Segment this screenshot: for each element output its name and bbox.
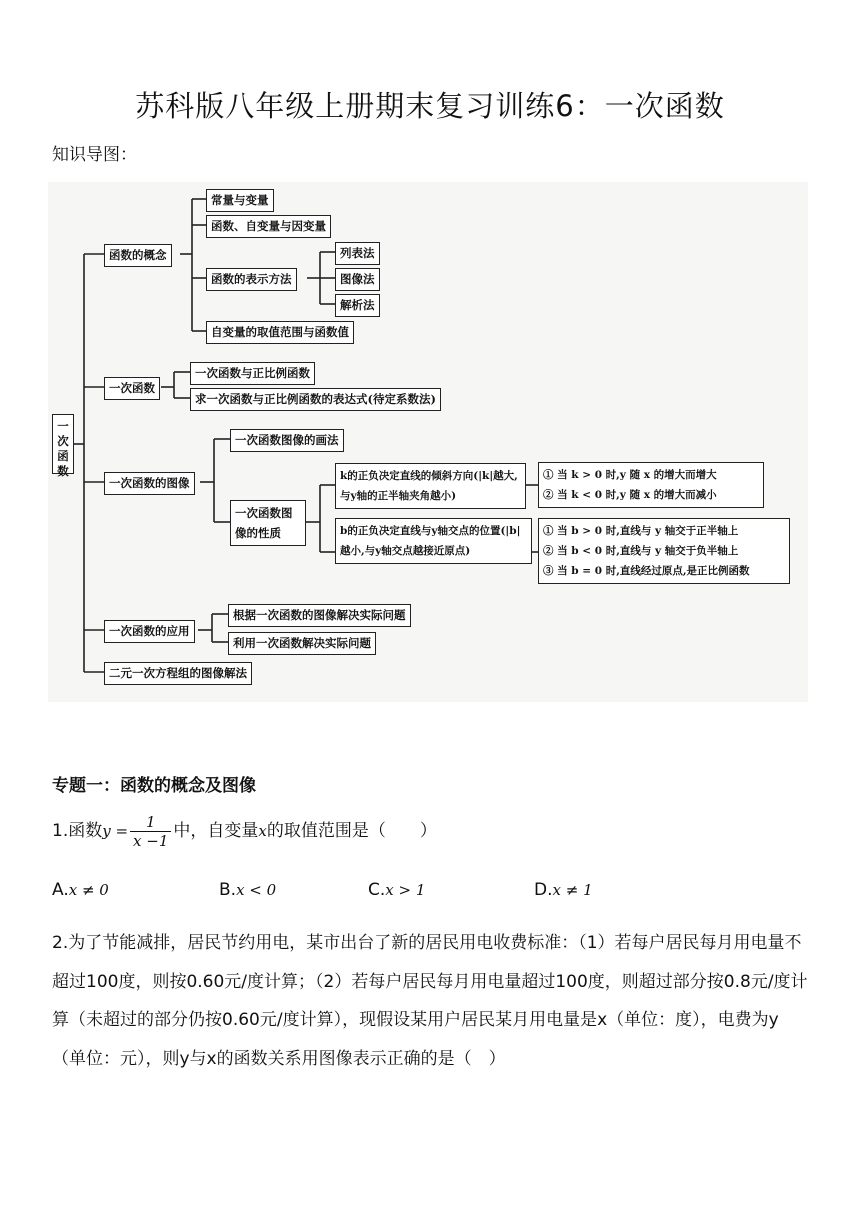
node-domain-values: 自变量的取值范围与函数值: [206, 321, 354, 344]
question-2: 2.为了节能减排，居民节约用电，某市出台了新的居民用电收费标准：（1）若每户居民每月用电量不超过100度，则按0.60元/度计算；（2）若每户居民每月用电量超过100度，则超过部分按0.8元/度计算（未超过的部分仍按0.60元/度计算），现假设某用户居民某月用电量是x（单位：度），电费为y（单位：元），则y与x的函数关系用图像表示正确的是（ ）: [52, 933, 808, 1069]
question-1: [52, 812, 437, 850]
node-graph-method: 图像法: [335, 268, 380, 291]
q1-option-d[interactable]: D.x ≠ 1: [534, 880, 593, 900]
knowledge-mindmap: [48, 182, 808, 702]
node-k-results: [538, 462, 764, 508]
node-k-description: k的正负决定直线的倾斜方向(|k|越大,与y轴的正半轴夹角越小): [335, 463, 526, 509]
b-positive-rule: ① 当 b > 0 时,直线与 y 轴交于正半轴上: [543, 525, 739, 537]
page-title: 苏科版八年级上册期末复习训练6：一次函数: [135, 89, 725, 123]
q1-option-b[interactable]: B.x < 0: [219, 880, 277, 900]
q1-denominator: x −1: [133, 831, 169, 850]
q1-var: x: [258, 822, 267, 840]
node-graph-properties: 一次函数图像的性质: [230, 500, 306, 546]
node-linear-proportional: 一次函数与正比例函数: [190, 362, 315, 385]
node-b-results: [538, 518, 790, 584]
q1-mid: 中，自变量: [173, 821, 259, 841]
b-zero-rule: ③ 当 b = 0 时,直线经过原点,是正比例函数: [543, 565, 750, 577]
q1-y-eq: y =: [102, 822, 129, 840]
q1-fraction: [130, 813, 171, 850]
k-negative-rule: ② 当 k < 0 时,y 随 x 的增大而减小: [543, 489, 717, 501]
q1-prefix: 1.函数: [52, 821, 103, 841]
b-negative-rule: ② 当 b < 0 时,直线与 y 轴交于负半轴上: [543, 545, 739, 557]
section-title: 专题一：函数的概念及图像: [52, 776, 256, 796]
q1-suffix: 的取值范围是（ ）: [266, 821, 437, 841]
node-undetermined-coefficients: 求一次函数与正比例函数的表达式(待定系数法): [190, 388, 441, 411]
intro-label: 知识导图：: [52, 145, 137, 165]
q1-option-a[interactable]: A.x ≠ 0: [52, 880, 109, 900]
node-function-variables: 函数、自变量与因变量: [206, 215, 331, 238]
node-linear-function: 一次函数: [104, 377, 160, 400]
mindmap-root: 一次函数: [52, 414, 74, 474]
node-equation-system-graph: 二元一次方程组的图像解法: [104, 662, 252, 685]
node-linear-graph: 一次函数的图像: [104, 472, 195, 495]
k-positive-rule: ① 当 k > 0 时,y 随 x 的增大而增大: [543, 469, 717, 481]
node-representation-methods: 函数的表示方法: [206, 268, 297, 291]
q1-numerator: 1: [130, 813, 171, 832]
q1-option-c[interactable]: C.x > 1: [368, 880, 426, 900]
node-graph-drawing: 一次函数图像的画法: [230, 429, 344, 452]
node-b-description: b的正负决定直线与y轴交点的位置(|b|越小,与y轴交点越接近原点): [335, 518, 532, 564]
node-analytic-method: 解析法: [335, 294, 380, 317]
node-application-function: 利用一次函数解决实际问题: [228, 632, 376, 655]
node-linear-application: 一次函数的应用: [104, 620, 195, 643]
node-constants-variables: 常量与变量: [206, 189, 274, 212]
node-function-concept: 函数的概念: [104, 244, 172, 267]
node-table-method: 列表法: [335, 242, 380, 265]
node-application-graph: 根据一次函数的图像解决实际问题: [228, 604, 411, 627]
